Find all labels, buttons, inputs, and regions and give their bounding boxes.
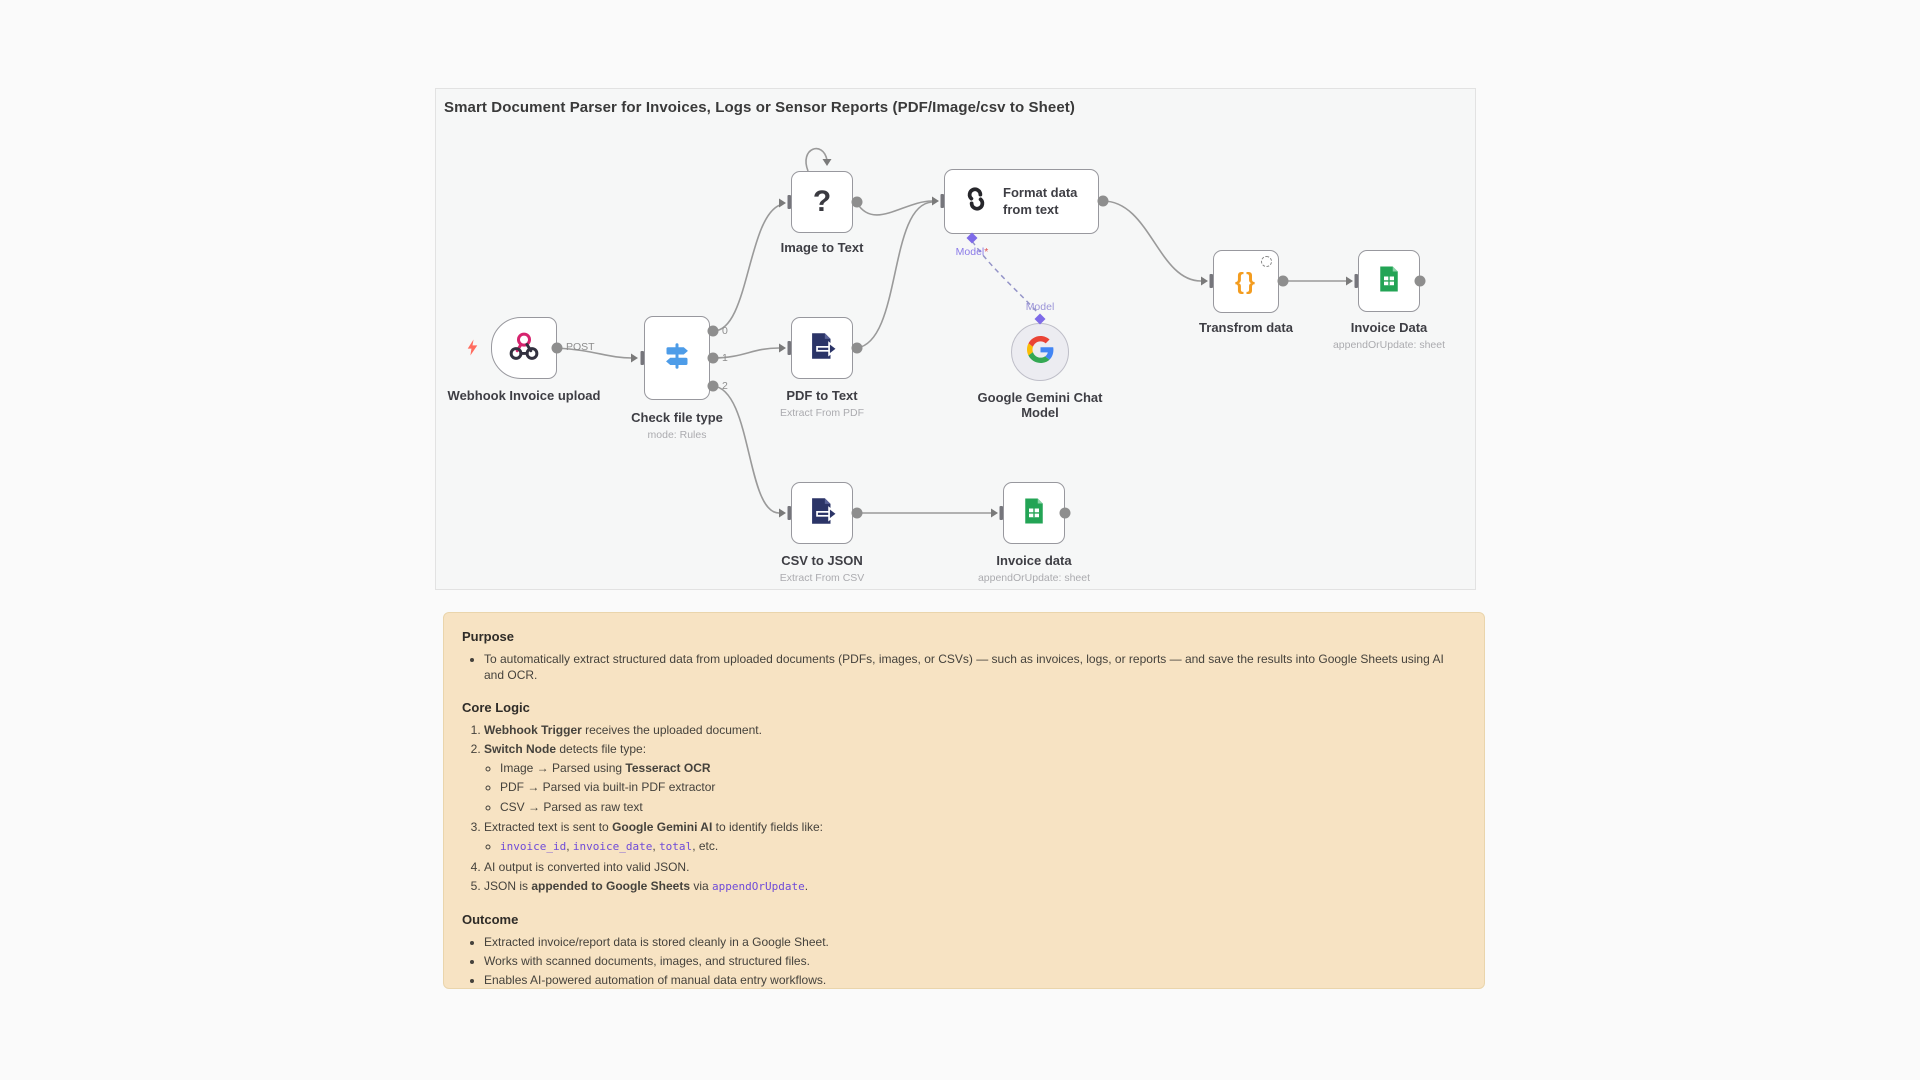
sticky-list-item: 1. Webhook Trigger receives the uploaded document. [484, 723, 1466, 739]
node-check-file-type[interactable] [644, 316, 710, 400]
node-invoice-data-bottom[interactable] [1003, 482, 1065, 544]
sticky-list [462, 652, 1466, 683]
sticky-nested-list-item: ◦ PDF → Parsed via built-in PDF extractor [500, 780, 1466, 796]
node-check-file-type-label: Check file type [631, 410, 723, 425]
google-sheets-icon [1019, 496, 1049, 531]
node-invoice-data-top-label: Invoice Data [1350, 320, 1428, 335]
input-ports [641, 194, 1359, 520]
sticky-list-item: • Enables AI-powered automation of manual data entry workflows. [484, 973, 1466, 989]
sticky-list-item: • Works with scanned documents, images, and structured files. [484, 954, 1466, 970]
webhook-icon [507, 329, 541, 368]
sticky-nested-list [484, 839, 1466, 855]
switch-output2-label: 2 [722, 379, 728, 392]
node-image-to-text-label: Image to Text [780, 240, 864, 255]
node-pdf-to-text-sublabel: Extract From PDF [779, 407, 864, 419]
sticky-heading: Purpose [462, 629, 515, 644]
sticky-note[interactable] [443, 612, 1485, 989]
workflow-canvas[interactable] [435, 88, 1476, 590]
sticky-note-content [462, 629, 1466, 988]
document-export-icon [805, 494, 839, 533]
sticky-nested-list [484, 761, 1466, 815]
wire-format-to-transform [1103, 201, 1201, 281]
sticky-heading: Outcome [462, 911, 519, 927]
switch-output1-label: 1 [722, 351, 728, 364]
google-sheets-icon [1374, 264, 1404, 299]
sticky-list-item: 3. Extracted text is sent to Google Gemini AI to identify fields like: ◦ invoice_id, invoice_date, total, etc. [484, 820, 1466, 855]
gemini-model-port-label: Model [1025, 301, 1055, 313]
workflow-title: Smart Document Parser for Invoices, Logs or Sensor Reports (PDF/Image/csv to Sheet) [444, 99, 1075, 116]
node-transform-data[interactable] [1213, 250, 1279, 313]
loop-indicator-icon [1261, 256, 1272, 267]
sticky-heading: Core Logic [462, 700, 530, 716]
node-webhook[interactable] [491, 317, 557, 379]
document-export-icon [805, 329, 839, 368]
sticky-list-item: • To automatically extract structured data from uploaded documents (PDFs, images, or CSVs) — such as invoices, logs, or reports — and save the results into Google Sheets using AI and OCR. [484, 652, 1466, 683]
node-invoice-data-top[interactable] [1358, 250, 1420, 312]
question-mark-icon: ? [812, 185, 832, 218]
node-transform-data-label: Transfrom data [1199, 320, 1293, 335]
node-invoice-data-bottom-sublabel: appendOrUpdate: sheet [977, 572, 1091, 584]
sticky-list-item: • Extracted invoice/report data is stored cleanly in a Google Sheet. [484, 935, 1466, 951]
sticky-list-item: 4. AI output is converted into valid JSON. [484, 860, 1466, 876]
node-csv-to-json[interactable] [791, 482, 853, 544]
node-pdf-to-text-label: PDF to Text [786, 388, 858, 403]
node-invoice-data-bottom-label: Invoice data [996, 553, 1072, 568]
sticky-nested-list-item: ◦ Image → Parsed using Tesseract OCR [500, 761, 1466, 777]
node-image-to-text[interactable] [791, 171, 853, 233]
node-google-gemini-label: Google Gemini Chat Model [977, 390, 1103, 420]
curly-braces-icon: {} [1235, 268, 1257, 294]
sticky-list-item: 5. JSON is appended to Google Sheets via appendOrUpdate. [484, 879, 1466, 895]
node-invoice-data-top-sublabel: appendOrUpdate: sheet [1332, 339, 1446, 351]
sticky-list [462, 935, 1466, 989]
node-check-file-type-sublabel: mode: Rules [647, 429, 707, 441]
chain-link-icon [961, 184, 991, 219]
node-google-gemini[interactable] [1011, 323, 1069, 381]
trigger-bolt-icon [465, 339, 480, 361]
node-webhook-label: Webhook Invoice upload [447, 388, 601, 403]
wire-imagetotext-to-format [857, 201, 932, 215]
switch-output0-label: 0 [722, 324, 728, 337]
node-csv-to-json-sublabel: Extract From CSV [779, 572, 865, 584]
sticky-list [462, 723, 1466, 894]
node-pdf-to-text[interactable] [791, 317, 853, 379]
node-format-data-inline-label: Format data from text [1003, 185, 1078, 217]
node-csv-to-json-label: CSV to JSON [781, 553, 863, 568]
wire-switch2-to-csvtojson [713, 386, 779, 513]
node-format-data[interactable] [944, 169, 1099, 234]
sticky-nested-list-item: ◦ invoice_id, invoice_date, total, etc. [500, 839, 1466, 855]
wire-switch0-to-imagetotext [713, 205, 780, 331]
format-model-port-label: Model* [955, 246, 989, 258]
google-logo-icon [1027, 336, 1054, 368]
webhook-output-port-label: POST [566, 341, 595, 353]
self-loop-imagetotext [806, 149, 827, 171]
sticky-nested-list-item: ◦ CSV → Parsed as raw text [500, 800, 1466, 816]
wire-pdftotext-to-format [857, 202, 932, 348]
switch-icon [659, 338, 695, 379]
sticky-list-item: 2. Switch Node detects file type: ◦ Image → Parsed using Tesseract OCR ◦ PDF → Parsed via built-in PDF extractor ◦ CSV → Parsed as raw text [484, 742, 1466, 815]
